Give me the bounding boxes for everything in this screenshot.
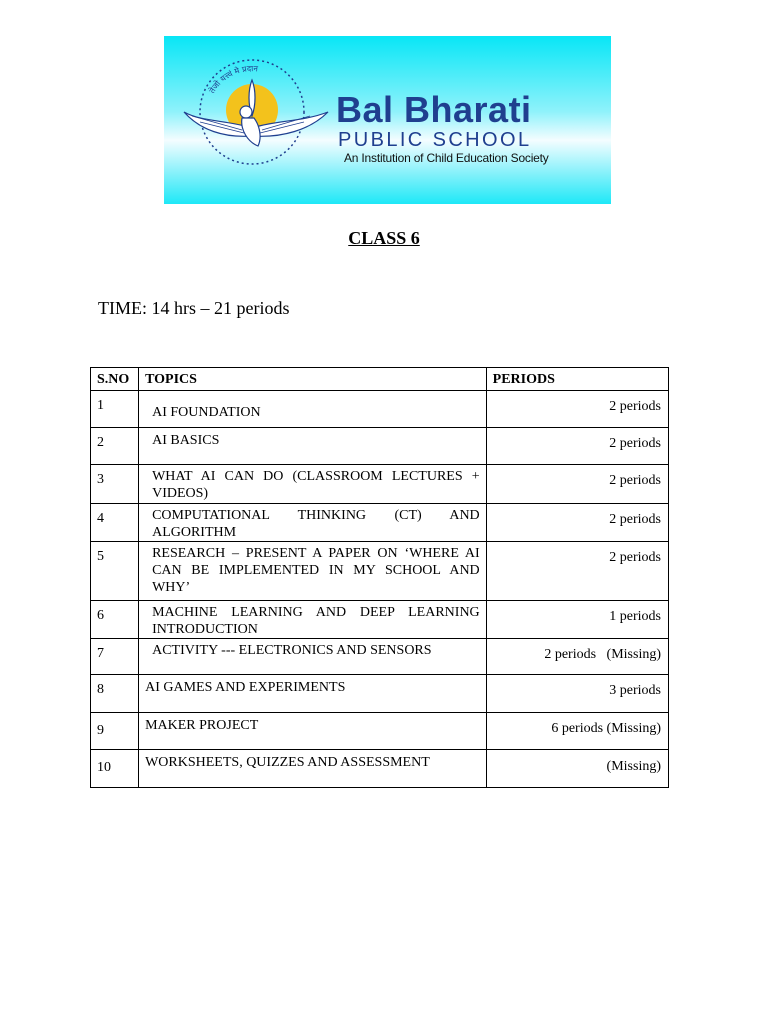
row-sno: 6 (91, 601, 139, 639)
table-row (91, 542, 669, 601)
time-allocation: TIME: 14 hrs – 21 periods (98, 298, 290, 318)
row-topic: COMPUTATIONAL THINKING (CT) AND ALGORITHM (139, 504, 487, 542)
table-row (91, 391, 669, 428)
school-logo (182, 50, 332, 180)
row-periods: 2 periods (486, 391, 668, 428)
table-row (91, 465, 669, 504)
row-periods: 2 periods (486, 428, 668, 465)
row-topic: WHAT AI CAN DO (CLASSROOM LECTURES + VIDEOS) (139, 465, 487, 504)
table-row (91, 675, 669, 713)
row-topic: WORKSHEETS, QUIZZES AND ASSESSMENT (139, 750, 487, 788)
table-row (91, 601, 669, 639)
row-sno: 5 (91, 542, 139, 601)
row-periods: 2 periods (486, 465, 668, 504)
row-sno: 4 (91, 504, 139, 542)
row-topic: AI BASICS (139, 428, 487, 465)
row-topic: MAKER PROJECT (139, 713, 487, 750)
row-periods: (Missing) (486, 750, 668, 788)
table-row (91, 750, 669, 788)
row-sno: 9 (91, 713, 139, 750)
school-tagline: An Institution of Child Education Society (344, 151, 549, 165)
table-row (91, 639, 669, 675)
row-sno: 10 (91, 750, 139, 788)
row-sno: 8 (91, 675, 139, 713)
row-topic: AI GAMES AND EXPERIMENTS (139, 675, 487, 713)
table-header-row (91, 368, 669, 391)
row-sno: 1 (91, 391, 139, 428)
row-sno: 3 (91, 465, 139, 504)
row-periods: 2 periods (486, 504, 668, 542)
school-name: Bal Bharati (336, 89, 532, 130)
row-topic: MACHINE LEARNING AND DEEP LEARNING INTRODUCTION (139, 601, 487, 639)
logo-motto: तेजो यत्त्वं मे प्रदान (207, 64, 259, 95)
row-sno: 7 (91, 639, 139, 675)
row-periods: 1 periods (486, 601, 668, 639)
row-sno: 2 (91, 428, 139, 465)
row-periods: 6 periods (Missing) (486, 713, 668, 750)
school-subtitle: PUBLIC SCHOOL (338, 129, 532, 151)
header-topics: TOPICS (139, 368, 487, 391)
row-topic: ACTIVITY --- ELECTRONICS AND SENSORS (139, 639, 487, 675)
class-title: CLASS 6 (348, 228, 420, 248)
row-periods: 3 periods (486, 675, 668, 713)
school-banner (164, 36, 611, 204)
table-row (91, 504, 669, 542)
header-sno: S.NO (91, 368, 139, 391)
table-row (91, 428, 669, 465)
row-topic: RESEARCH – PRESENT A PAPER ON ‘WHERE AI CAN BE IMPLEMENTED IN MY SCHOOL AND WHY’ (139, 542, 487, 601)
syllabus-table (90, 367, 669, 788)
row-periods: 2 periods (486, 542, 668, 601)
row-topic: AI FOUNDATION (139, 391, 487, 428)
table-row (91, 713, 669, 750)
row-periods: 2 periods (Missing) (486, 639, 668, 675)
header-periods: PERIODS (486, 368, 668, 391)
